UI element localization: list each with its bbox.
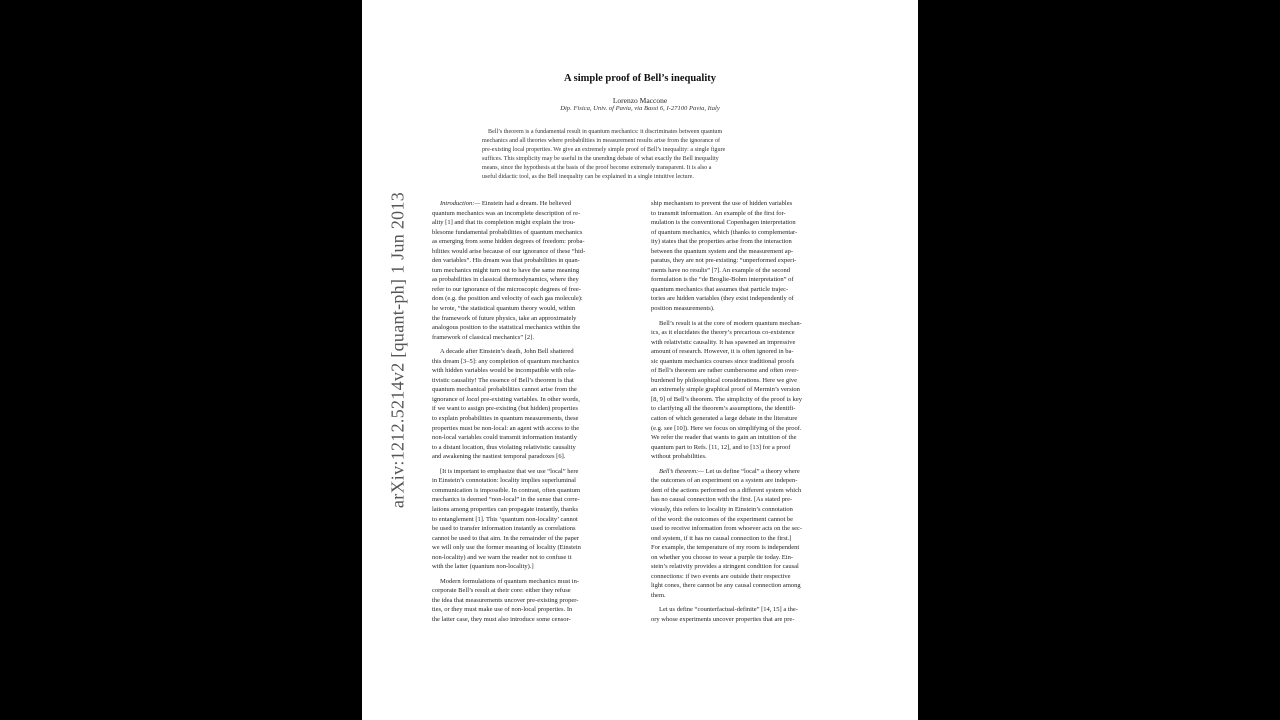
paragraph-line: we will only use the former meaning of locality (Einstein bbox=[432, 544, 581, 552]
paragraph-line: the idea that measurements uncover pre-existing proper- bbox=[432, 596, 579, 604]
abstract-line: useful didactic tool, as the Bell inequality can be explained in a single intuitive lecture. bbox=[482, 174, 694, 180]
paragraph-line: refer to our ignorance of the microscopic degrees of free- bbox=[432, 285, 581, 293]
paragraph-line: quantum mechanics was an incomplete description of re- bbox=[432, 209, 581, 217]
abstract-line: suffices. This simplicity may be useful in the unending debate of what exactly the Bell inequality bbox=[482, 156, 719, 162]
abstract-line: means, since the hypothesis at the basis of the proof become extremely transparent. It is also a bbox=[482, 165, 712, 171]
paragraph-line: Introduction:— Einstein had a dream. He believed bbox=[440, 200, 571, 207]
paragraph-line: (e.g. see [10]). Here we focus on simplifying of the proof. bbox=[651, 424, 802, 432]
section-lead: Introduction:— bbox=[440, 200, 481, 207]
paragraph-line: properties must be non-local: an agent with access to the bbox=[432, 424, 580, 432]
paragraph-line: dom (e.g. the position and velocity of each gas molecule): bbox=[432, 295, 583, 303]
paragraph-line: Let us define “counterfactual-definite” [14, 15] a the- bbox=[659, 606, 798, 614]
paragraph-line: Modern formulations of quantum mechanics must in- bbox=[440, 577, 580, 585]
paragraph-line: to explain probabilities in quantum measurements, these bbox=[432, 415, 579, 423]
paragraph-line: Bell’s result is at the core of modern quantum mechan- bbox=[659, 319, 802, 327]
paragraph-line: sic quantum mechanics courses since traditional proofs bbox=[651, 357, 795, 365]
paragraph-line: framework of classical mechanics” [2]. bbox=[432, 333, 534, 341]
paragraph-line: them. bbox=[651, 591, 666, 599]
paragraph-line: this dream [3–5]: any completion of quantum mechanics bbox=[432, 357, 580, 365]
paragraph-line: We refer the reader that wants to gain an intuition of the bbox=[651, 434, 797, 442]
paragraph-line: with relativistic causality. It has spawned an impressive bbox=[651, 338, 796, 346]
paragraph-line: between the quantum system and the measurement ap- bbox=[651, 247, 794, 255]
paragraph-line: quantum mechanics that assumes that particle trajec- bbox=[651, 285, 789, 293]
paragraph-line: of Bell’s theorem are rather cumbersome and often over- bbox=[651, 367, 799, 375]
paragraph-line: cation of which generated a large debate in the literature bbox=[651, 415, 798, 423]
paragraph-line: non-local variables could transmit information instantly bbox=[432, 434, 577, 442]
paragraph-line: amount of research. However, it is often ignored in ba- bbox=[651, 348, 794, 356]
paragraph-line: an extremely simple graphical proof of Mermin’s version bbox=[651, 386, 800, 394]
paragraph-line: to a distant location, thus violating relativistic causality bbox=[432, 443, 576, 451]
paragraph-line: bilities would arise because of our ignorance of these “hid- bbox=[432, 247, 586, 255]
paragraph-line: paratus, they are not pre-existing: “unperformed experi- bbox=[651, 257, 797, 265]
pdf-page bbox=[362, 0, 918, 720]
paragraph-line: blesome fundamental probabilities of quantum mechanics bbox=[432, 228, 583, 236]
paragraph-line: of quantum mechanics, which (thanks to complementar- bbox=[651, 228, 798, 236]
paragraph-line: ity) states that the properties arise from the interaction bbox=[651, 238, 792, 246]
paragraph-line: viously, this refers to locality in Einstein’s connotation bbox=[651, 505, 793, 513]
paragraph-line: position measurements). bbox=[651, 305, 715, 313]
paragraph-line: connections: if two events are outside their respective bbox=[651, 572, 791, 580]
paragraph-line: [8, 9] of Bell’s theorem. The simplicity of the proof is key bbox=[651, 395, 802, 403]
abstract-line: pre-existing local properties. We give an extremely simple proof of Bell’s inequality: a single figure bbox=[482, 147, 726, 153]
paragraph-line: if we want to assign pre-existing (but hidden) properties bbox=[432, 405, 578, 413]
paragraph-line: ments have no results” [7]. An example of the second bbox=[651, 266, 790, 274]
paragraph-line: of the word: the outcomes of the experiment cannot be bbox=[651, 515, 794, 523]
paragraph-line: in Einstein’s connotation: locality implies superluminal bbox=[432, 477, 576, 485]
paragraph-line: ship mechanism to prevent the use of hidden variables bbox=[651, 200, 793, 207]
paragraph-line: ics, as it elucidates the theory’s precarious co-existence bbox=[651, 329, 795, 337]
paragraph-line: quantum mechanical probabilities cannot arise from the bbox=[432, 386, 577, 394]
paragraph-line: dent of the actions performed on a different system which bbox=[651, 486, 802, 494]
paragraph-line: as emerging from some hidden degrees of freedom: proba- bbox=[432, 238, 585, 246]
paper-affiliation: Dip. Fisica, Univ. of Pavia, via Bassi 6, I-27100 Pavia, Italy bbox=[560, 105, 720, 112]
paragraph-line: as probabilities in classical thermodynamics, where they bbox=[432, 276, 579, 284]
paragraph-line: light cones, there cannot be any causal connection among bbox=[651, 582, 801, 590]
paragraph-line: and awakening the nastiest temporal paradoxes [6]. bbox=[432, 453, 566, 461]
abstract-line: Bell’s theorem is a fundamental result in quantum mechanics: it discriminates between quantum bbox=[488, 129, 723, 135]
paragraph-line: A decade after Einstein’s death, John Bell shattered bbox=[440, 348, 574, 356]
arxiv-side-identifier: arXiv:1212.5214v2 [quant-ph] 1 Jun 2013 bbox=[387, 191, 408, 509]
paragraph-line: For example, the temperature of my room is independent bbox=[651, 544, 800, 552]
paragraph-line: on whether you choose to wear a purple tie today. Ein- bbox=[651, 553, 793, 561]
paragraph-line: ory whose experiments uncover properties that are pre- bbox=[651, 615, 795, 623]
paper-title: A simple proof of Bell’s inequality bbox=[564, 73, 716, 84]
paragraph-line: lations among properties can propagate instantly, thanks bbox=[432, 505, 578, 513]
paragraph-line: quantum part to Refs. [11, 12], and to [13] for a proof bbox=[651, 443, 791, 451]
paragraph-line: Bell’s theorem:— Let us define “local” a theory where bbox=[659, 467, 800, 475]
paragraph-line: corporate Bell’s result at their core: either they refuse bbox=[432, 587, 571, 595]
paragraph-line: to entanglement [1]. This ‘quantum non-locality’ cannot bbox=[432, 515, 578, 523]
paragraph-line: be used to transfer information instantly as correlations bbox=[432, 525, 576, 533]
paragraph-line: tivistic causality! The essence of Bell’s theorem is that bbox=[432, 376, 574, 384]
paragraph-line: den variables”. His dream was that probabilities in quan- bbox=[432, 257, 580, 265]
paragraph-line: [It is important to emphasize that we use “local” here bbox=[440, 467, 579, 475]
paragraph-line: with the latter (quantum non-locality).] bbox=[432, 563, 534, 571]
paragraph-line: ality [1] and that its completion might explain the trou- bbox=[432, 219, 576, 227]
paragraph-line: the outcomes of an experiment on a system are indepen- bbox=[651, 477, 798, 485]
paragraph-line: to transmit information. An example of the first for- bbox=[651, 209, 786, 217]
paragraph-line: the latter case, they must also introduce some censor- bbox=[432, 615, 571, 623]
paragraph-line: stein’s relativity provides a stringent condition for causal bbox=[651, 563, 799, 571]
paragraph-line: without probabilities. bbox=[651, 453, 707, 461]
paragraph-line: has no causal connection with the first. [As stated pre- bbox=[651, 496, 793, 504]
paragraph-line: ignorance of local pre-existing variables. In other words, bbox=[432, 395, 580, 403]
paragraph-line: mechanics is deemed “non-local” in the sense that corre- bbox=[432, 496, 580, 504]
paragraph-line: communication is impossible. In contrast, often quantum bbox=[432, 486, 581, 494]
paragraph-line: ties, or they must make use of non-local properties. In bbox=[432, 606, 573, 614]
paper-author: Lorenzo Maccone bbox=[612, 96, 668, 105]
paragraph-line: non-locality) and we warn the reader not to confuse it bbox=[432, 553, 572, 561]
paragraph-line: tories are hidden variables (they exist independently of bbox=[651, 295, 794, 303]
paragraph-line: the framework of future physics, take an approximately bbox=[432, 314, 577, 322]
paragraph-line: burdened by philosophical considerations. Here we give bbox=[651, 376, 798, 384]
italic-word: local bbox=[466, 395, 480, 403]
right-column bbox=[651, 199, 856, 625]
paragraph-line: to clarifying all the theorem’s assumptions, the identifi- bbox=[651, 405, 796, 413]
paragraph-line: he wrote, “the statistical quantum theory would, within bbox=[432, 305, 576, 313]
paragraph-line: analogous position to the statistical mechanics within the bbox=[432, 324, 581, 332]
paragraph-line: with hidden variables would be incompatible with rela- bbox=[432, 367, 576, 375]
paragraph-line: formulation is the “de Broglie-Bohm interpretation” of bbox=[651, 276, 794, 284]
left-column bbox=[432, 199, 637, 625]
paragraph-line: ond system, if it has no causal connection to the first.] bbox=[651, 534, 792, 542]
paragraph-line: mulation is the conventional Copenhagen interpretation bbox=[651, 219, 796, 227]
abstract bbox=[482, 128, 814, 182]
paragraph-line: used to receive information from whoever acts on the sec- bbox=[651, 525, 803, 533]
abstract-line: mechanics and all theories where probabilities in measurement results arise from the ignorance of bbox=[482, 138, 721, 144]
section-lead: Bell’s theorem:— bbox=[659, 467, 704, 475]
paragraph-line: tum mechanics might turn out to have the same meaning bbox=[432, 266, 580, 274]
paragraph-line: cannot be used to that aim. In the remainder of the paper bbox=[432, 534, 579, 542]
